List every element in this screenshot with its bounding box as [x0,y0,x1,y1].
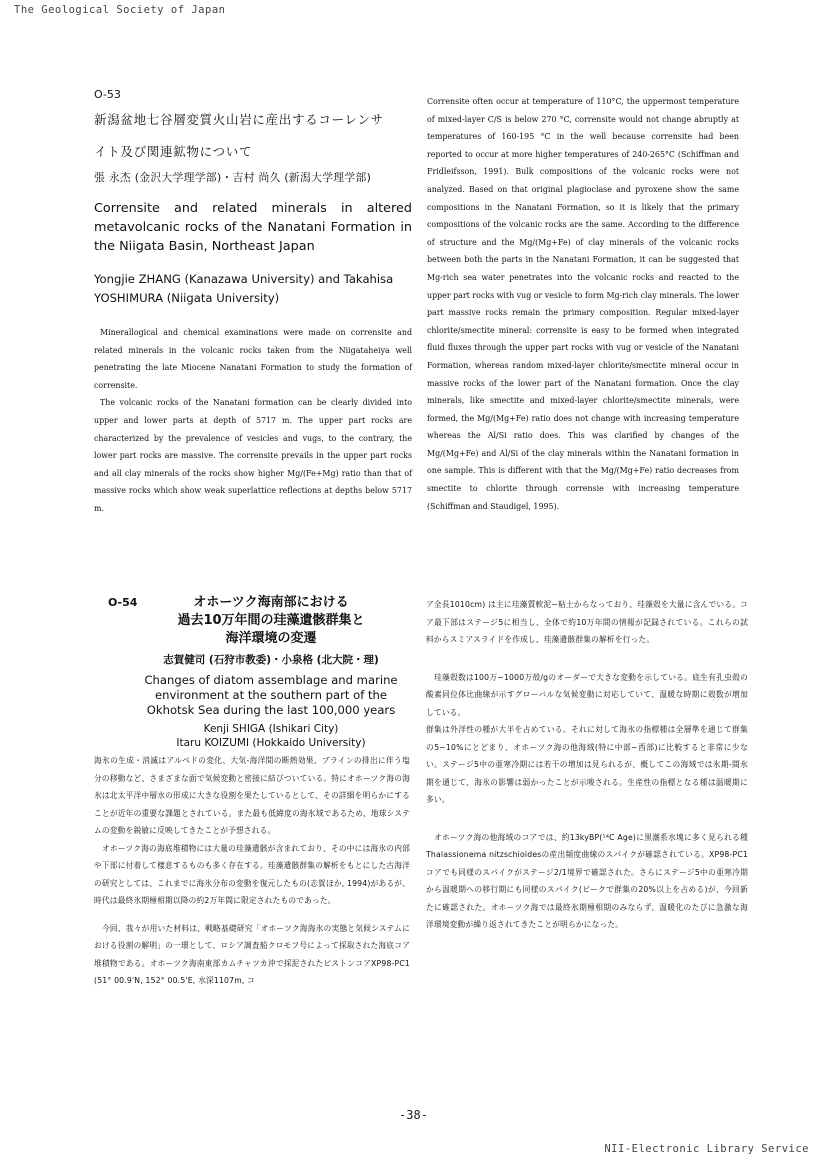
body-paragraph: オホーツク海の海底堆積物には大量の珪藻遺骸が含まれており、その中には海氷の内部や下部に付着して棲息するものも多く存在する。珪藻遺骸群集の解析をもとにした古海洋の研究としては、これまでに海氷分布の変動を復元したもの(志賀ほか, 1994)があるが、時代は最終氷期極相期以降の約2万年間に限定されたものであった。 [94,843,411,905]
english-author: Itaru KOIZUMI (Hokkaido University) [176,737,366,749]
japanese-authors: 張 永杰 (金沢大学理学部)・吉村 尚久 (新潟大学理学部) [94,171,372,184]
body-paragraph: 海氷の生成・消滅はアルベドの変化、大気-海洋間の断熱効果、ブラインの排出に伴う塩分の移動など、さまざまな面で気候変動と密接に結びついている。特にオホーツク海の海氷は北太平洋中層水の形成に大きな役割を果たしているとして、その詳細を明らかにすることが近年の重要な課題とされている。また最も低緯度の海氷域であるため、地球システムの変動を鋭敏に反映してきたことが予想される。 [94,756,410,835]
page-number: -38- [399,1108,428,1122]
japanese-title-line: 海洋環境の変遷 [225,631,317,646]
body-paragraph: オホーツク海の他海域のコアでは、約13kyBP(¹⁴C Age)に黒潮系水塊に多く見られる種Thalassionema nitzschioidesの産出頻度曲線のスパイクが確認されている。XP98-PC1コアでも同様のスパイクがステージ2/1境界で確認された。さらにステージ5中の亜寒冷期から温暖期への移行期にも同様のスパイク(ピークで群集の20%以上を占める)が、今回新たに確認された。オホーツク海では最終氷期極相期のみならず、温暖化のたびに急激な海洋環境変動が繰り返されてきたことが明らかになった。 [426,832,748,929]
body-paragraph: 珪藻殻数は100万~1000万殻/gのオーダーで大きな変動を示している。底生有孔虫殻の酸素同位体比曲線が示すグローバルな気候変動に対応していて、温暖な時期に殻数が増加している。 [426,672,748,717]
english-title [118,673,424,718]
japanese-title-line: 新潟盆地七谷層変質火山岩に産出するコーレンサ [94,112,384,127]
body-paragraph: 群集は外洋性の種が大半を占めている。それに対して海氷の指標種は全層準を通じて群集の5~10%にとどまり、オホーツク海の他海域(特に中部~西部)に比較すると非常に少ない。ステージ5中の亜寒冷期には若干の増加は見られるが、概してこの海域では氷期-間氷期を通じて、海氷の影響は弱かったことが示唆される。生産性の指標となる種は温暖期に多い。 [426,725,748,804]
english-title: Corrensite and related minerals in altered metavolcanic rocks of the Nanatani Formation in the Niigata Basin, Northeast Japan [94,201,412,254]
japanese-authors: 志賀健司 (石狩市教委)・小泉格 (北大院・理) [163,654,379,666]
english-title-line: environment at the southern part of the [154,688,388,702]
japanese-title-line: 過去10万年間の珪藻遺骸群集と [177,613,365,628]
body-paragraph: Corrensite often occur at temperature of 110°C, the uppermost temperature of mixed-layer C/S is below 270 °C, corrensite would not change abruptly at temperatures of 160-195 °C in the well because corrensite had been reported to occur at more higher temperatures of 240-265°C (Schiffman and Fridleifsson, 1991). Bulk compositions of the volcanic rocks were not analyzed. Based on that original plagioclase and pyroxene show the same compositions in the Nanatani Formation, so it is likely that the primary compositions of the volcanic rocks are the same. According to the difference of structure and the Mg/(Mg+Fe) of clay minerals of the volcanic rocks between both the parts in the Nanatani Formation, it can be suggested that Mg-rich sea water penetrates into the volcanic rocks and reacted to the upper part rocks with vug or vesicle to form Mg-rich clay minerals. The lower part massive rocks remain the primary composition. Regular mixed-layer chlorite/smectite mineral: corrensite is easy to be formed when integrated fluid fluxes through the upper part rocks with vug or vesicle of the Nanatani Formation, whereas random mixed-layer chlorite/smectite mineral occur in massive rocks of the lower part of the Nanatani formation. Once the clay minerals, like smectite and mixed-layer chlorite/smectite minerals, were formed, the Mg/(Mg+Fe) ratio does not change with increasing temperature whereas the Al/Si ratio does. This was clarified by changes of the Mg/(Mg+Fe) and Al/Si of the clay minerals within the Nanatani formation in one sample. This is different with that the Mg/(Mg+Fe) ratio decreases from smectite to chlorite through corrensie with increasing temperature (Schiffman and Staudigel, 1995). [427,97,740,511]
english-author: Kenji SHIGA (Ishikari City) [203,723,339,735]
english-title-line: Okhotsk Sea during the last 100,000 years [146,703,396,717]
abstract-code: O-54 [108,596,138,609]
library-footer: NII-Electronic Library Service [604,1143,809,1155]
abstract-code: O-53 [94,88,121,101]
english-authors: Yongjie ZHANG (Kanazawa University) and Takahisa YOSHIMURA (Niigata University) [94,272,394,305]
o54-heading [118,594,424,750]
body-paragraph: 今回、我々が用いた材料は、戦略基礎研究「オホーツク海海氷の実態と気候システムにおける役割の解明」の一環として、ロシア調査船クロモフ号によって採取された海底コア堆積物である。オホーツク海南東部カムチャツカ沖で採泥されたピストンコアXP98-PC1 (51° 00.9'N, 152° 00.5'E, 水深1107m, コ [94,923,410,985]
japanese-title-line: オホーツク海南部における [193,595,349,610]
body-paragraph: The volcanic rocks of the Nanatani formation can be clearly divided into upper and lower parts at depth of 5717 m. The upper part rocks are characterized by the prevalence of vesicles and vugs, to the contrary, the lower part rocks are massive. The corrensite prevails in the upper part rocks and all clay minerals of the rocks show higher Mg/(Fe+Mg) ratio than that of massive rocks which show weak superlattice reflections at depths below 5717 m. [94,398,412,513]
journal-header: The Geological Society of Japan [14,4,226,16]
o54-left-column [94,752,410,990]
o53-left-column [94,88,412,518]
english-title-line: Changes of diatom assemblage and marine [144,673,398,687]
body-paragraph: ア全長1010cm) は主に珪藻質軟泥~粘土からなっており、珪藻殻を大量に含んでいる。コア最下部はステージ5に相当し、全体で約10万年間の情報が記録されている。これらの試料からスミアスライドを作成し、珪藻遺骸群集の解析を行った。 [426,600,748,644]
o54-right-column [426,596,748,934]
japanese-title-line: イト及び関連鉱物について [94,144,253,159]
abstract-body [94,324,412,518]
body-paragraph: Minerallogical and chemical examinations were made on corrensite and related minerals in the volcanic rocks taken from the Niigataheiya well penetrating the late Miocene Nanatani Formation to study the formation of corrensite. [94,328,412,390]
o53-right-column [427,93,739,515]
